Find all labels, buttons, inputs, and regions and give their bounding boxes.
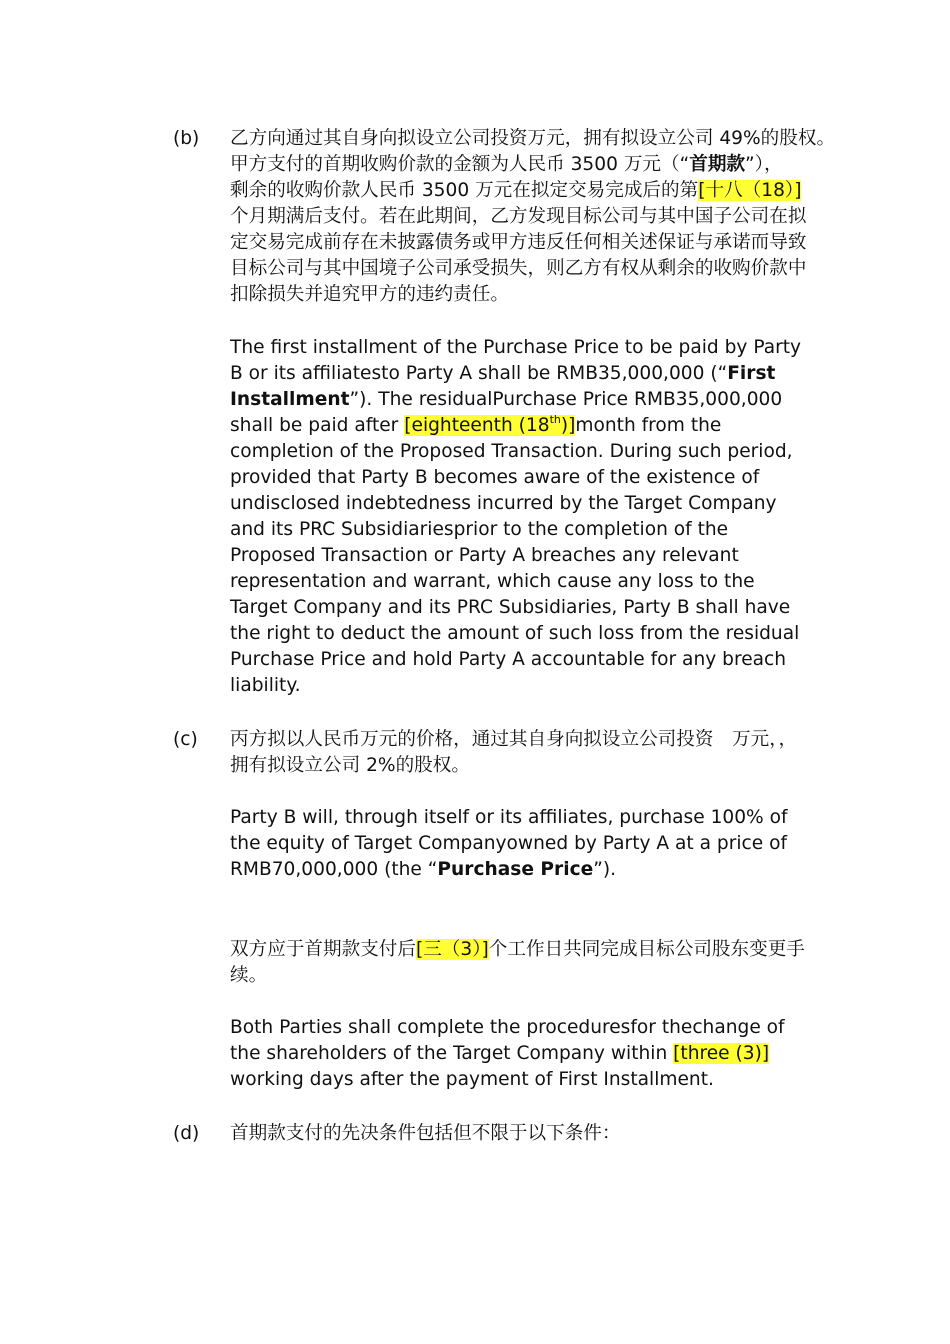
defined-term: First (727, 363, 776, 384)
text-line: 甲方支付的首期收购价款的金额为人民币 3500 万元（“首期款”）， (230, 154, 783, 175)
clause-c-english (230, 805, 788, 883)
text-line: 续。 (230, 965, 268, 986)
text-line: 丙方拟以人民币万元的价格，通过其自身向拟设立公司投资 万元，， (230, 729, 798, 750)
defined-term: Installment (230, 389, 350, 410)
text-line: provided that Party B becomes aware of the existence of (230, 467, 760, 488)
text-line: the equity of Target Companyowned by Party A at a price of (230, 833, 788, 854)
text-line: the right to deduct the amount of such loss from the residual (230, 623, 800, 644)
clause-d-chinese (230, 1121, 620, 1147)
clause-b-english (230, 335, 801, 699)
highlighted-blank: [十八（18）] (698, 180, 802, 201)
text-line: representation and warrant, which cause any loss to the (230, 571, 755, 592)
defined-term: Purchase Price (437, 859, 594, 880)
text-line: and its PRC Subsidiariesprior to the completion of the (230, 519, 729, 540)
highlighted-blank: [三（3）] (415, 939, 489, 960)
text-line: working days after the payment of First Installment. (230, 1069, 714, 1090)
text-line: RMB70,000,000 (the “Purchase Price”). (230, 859, 617, 880)
text-line: 首期款支付的先决条件包括但不限于以下条件： (230, 1123, 621, 1144)
text-line: Party B will, through itself or its affiliates, purchase 100% of (230, 807, 788, 828)
text-line: 目标公司与其中国境子公司承受损失，则乙方有权从剩余的收购价款中 (230, 258, 807, 279)
clause-label-c: (c) (173, 729, 198, 750)
clause-label-d: (d) (173, 1123, 200, 1144)
text-line: Installment”). The residualPurchase Price RMB35,000,000 (230, 389, 783, 410)
highlighted-blank: [three (3)] (673, 1043, 770, 1064)
shareholder-change-chinese (230, 937, 805, 989)
text-line: 双方应于首期款支付后[三（3）]个工作日共同完成目标公司股东变更手 (230, 939, 805, 960)
clause-b-chinese (230, 126, 835, 308)
text-line: The first installment of the Purchase Price to be paid by Party (230, 337, 802, 358)
text-line: 拥有拟设立公司 2%的股权。 (230, 755, 470, 776)
text-line: liability. (230, 675, 301, 696)
shareholder-change-english (230, 1015, 785, 1093)
text-line: 剩余的收购价款人民币 3500 万元在拟定交易完成后的第[十八（18）] (230, 180, 802, 201)
text-line: 扣除损失并追究甲方的违约责任。 (230, 284, 509, 305)
text-line: B or its affiliatesto Party A shall be RMB35,000,000 (“First (230, 363, 776, 384)
text-line: 乙方向通过其自身向拟设立公司投资万元，拥有拟设立公司 49%的股权。 (230, 128, 836, 149)
text-line: 定交易完成前存在未披露债务或甲方违反任何相关述保证与承诺而导致 (230, 232, 807, 253)
text-line: Purchase Price and hold Party A accountable for any breach (230, 649, 787, 670)
defined-term: 首期款 (689, 154, 746, 175)
text-line: Proposed Transaction or Party A breaches any relevant (230, 545, 739, 566)
text-line: completion of the Proposed Transaction. During such period, (230, 441, 793, 462)
highlighted-blank: [eighteenth (18th)] (404, 413, 576, 436)
clause-c-chinese (230, 727, 797, 779)
text-line: the shareholders of the Target Company within [three (3)] (230, 1043, 770, 1064)
clause-label-b: (b) (173, 128, 200, 149)
text-line: shall be paid after [eighteenth (18th)]month from the (230, 413, 722, 436)
text-line: Target Company and its PRC Subsidiaries, Party B shall have (230, 597, 791, 618)
text-line: undisclosed indebtedness incurred by the Target Company (230, 493, 777, 514)
text-line: Both Parties shall complete the proceduresfor thechange of (230, 1017, 785, 1038)
text-line: 个月期满后支付。若在此期间，乙方发现目标公司与其中国子公司在拟 (230, 206, 807, 227)
